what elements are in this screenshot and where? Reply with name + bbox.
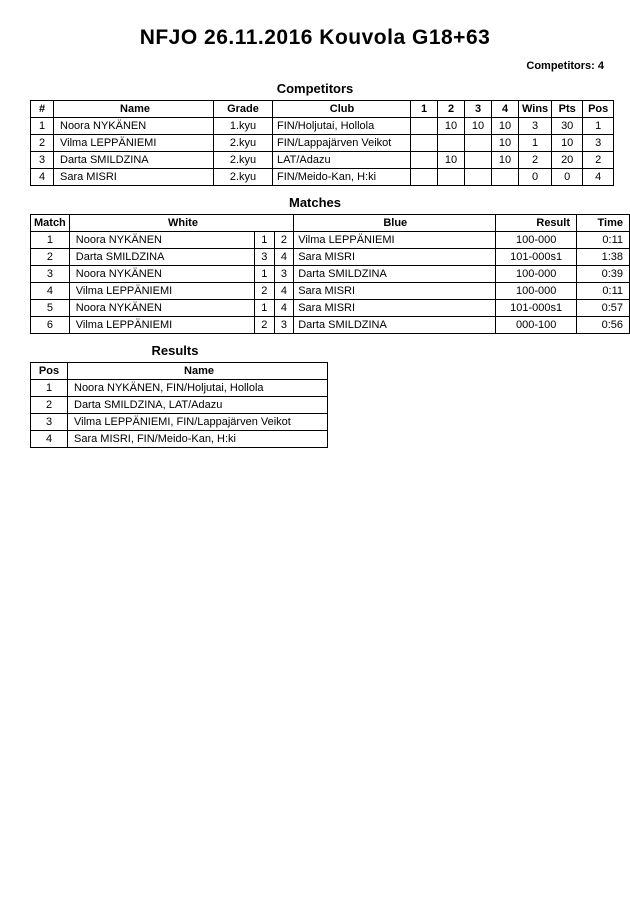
competitor-pts: 30 <box>552 118 583 135</box>
match-blue-index: 4 <box>274 283 294 300</box>
match-white-name: Noora NYKÄNEN <box>69 232 254 249</box>
competitors-section-title: Competitors <box>276 81 354 96</box>
competitor-number: 4 <box>31 169 54 186</box>
table-row <box>31 249 630 266</box>
competitor-pos: 3 <box>583 135 614 152</box>
col-header-name: Name <box>68 363 328 380</box>
matches-table-wrap <box>0 214 630 334</box>
result-name: Vilma LEPPÄNIEMI, FIN/Lappajärven Veikot <box>68 414 328 431</box>
table-row <box>31 431 328 448</box>
col-header-match: Match <box>31 215 70 232</box>
match-time: 0:39 <box>577 266 630 283</box>
match-time: 1:38 <box>577 249 630 266</box>
match-white-name: Darta SMILDZINA <box>69 249 254 266</box>
col-header-opponent-3: 3 <box>465 101 492 118</box>
match-time: 0:11 <box>577 232 630 249</box>
match-blue-index: 4 <box>274 249 294 266</box>
table-row <box>31 397 328 414</box>
competitor-score-1 <box>411 152 438 169</box>
matches-section-title: Matches <box>288 195 342 210</box>
match-number: 5 <box>31 300 70 317</box>
competitor-number: 3 <box>31 152 54 169</box>
match-result: 101-000s1 <box>496 300 577 317</box>
competitor-score-4: 10 <box>492 152 519 169</box>
competitor-pos: 4 <box>583 169 614 186</box>
result-pos: 1 <box>31 380 68 397</box>
results-table <box>30 362 328 448</box>
match-result: 000-100 <box>496 317 577 334</box>
col-header-opponent-2: 2 <box>438 101 465 118</box>
col-header-result: Result <box>496 215 577 232</box>
competitor-wins: 2 <box>519 152 552 169</box>
match-result: 101-000s1 <box>496 249 577 266</box>
competitor-name: Darta SMILDZINA <box>54 152 214 169</box>
competitor-pts: 10 <box>552 135 583 152</box>
competitor-pos: 1 <box>583 118 614 135</box>
match-result: 100-000 <box>496 283 577 300</box>
table-row <box>31 300 630 317</box>
result-name: Noora NYKÄNEN, FIN/Holjutai, Hollola <box>68 380 328 397</box>
col-header-club: Club <box>273 101 411 118</box>
competitor-score-3 <box>465 135 492 152</box>
competitor-score-2: 10 <box>438 152 465 169</box>
competitor-club: FIN/Meido-Kan, H:ki <box>273 169 411 186</box>
competitor-number: 1 <box>31 118 54 135</box>
results-section-title: Results <box>151 343 199 358</box>
page-title: NFJO 26.11.2016 Kouvola G18+63 <box>139 26 491 49</box>
tournament-results-page <box>0 26 630 917</box>
match-blue-index: 3 <box>274 317 294 334</box>
col-header-opponent-4: 4 <box>492 101 519 118</box>
table-row <box>31 169 614 186</box>
match-blue-index: 2 <box>274 232 294 249</box>
match-blue-name: Vilma LEPPÄNIEMI <box>294 232 496 249</box>
competitor-name: Noora NYKÄNEN <box>54 118 214 135</box>
match-result: 100-000 <box>496 232 577 249</box>
competitors-table-wrap <box>0 100 630 186</box>
match-blue-index: 4 <box>274 300 294 317</box>
match-blue-name: Darta SMILDZINA <box>294 266 496 283</box>
match-time: 0:57 <box>577 300 630 317</box>
match-number: 2 <box>31 249 70 266</box>
competitor-grade: 2.kyu <box>214 169 273 186</box>
match-white-name: Vilma LEPPÄNIEMI <box>69 283 254 300</box>
table-row <box>31 135 614 152</box>
competitor-score-3 <box>465 152 492 169</box>
match-number: 6 <box>31 317 70 334</box>
result-pos: 2 <box>31 397 68 414</box>
table-row <box>31 317 630 334</box>
result-pos: 3 <box>31 414 68 431</box>
col-header-pos: Pos <box>583 101 614 118</box>
table-row <box>31 152 614 169</box>
competitor-pos: 2 <box>583 152 614 169</box>
table-row <box>31 232 630 249</box>
competitor-club: FIN/Lappajärven Veikot <box>273 135 411 152</box>
competitor-wins: 0 <box>519 169 552 186</box>
competitor-wins: 1 <box>519 135 552 152</box>
match-number: 1 <box>31 232 70 249</box>
match-white-index: 2 <box>255 317 275 334</box>
col-header-blue: Blue <box>294 215 496 232</box>
col-header-number: # <box>31 101 54 118</box>
competitor-pts: 20 <box>552 152 583 169</box>
col-header-pts: Pts <box>552 101 583 118</box>
match-white-name: Noora NYKÄNEN <box>69 300 254 317</box>
competitor-name: Vilma LEPPÄNIEMI <box>54 135 214 152</box>
competitors-count: Competitors: 4 <box>526 60 604 72</box>
match-white-name: Vilma LEPPÄNIEMI <box>69 317 254 334</box>
competitor-club: FIN/Holjutai, Hollola <box>273 118 411 135</box>
competitor-score-2: 10 <box>438 118 465 135</box>
match-blue-name: Darta SMILDZINA <box>294 317 496 334</box>
col-header-time: Time <box>577 215 630 232</box>
table-row <box>31 380 328 397</box>
col-header-white: White <box>69 215 293 232</box>
match-white-index: 3 <box>255 249 275 266</box>
match-white-index: 2 <box>255 283 275 300</box>
match-time: 0:56 <box>577 317 630 334</box>
match-number: 4 <box>31 283 70 300</box>
col-header-grade: Grade <box>214 101 273 118</box>
competitor-score-4: 10 <box>492 118 519 135</box>
competitor-wins: 3 <box>519 118 552 135</box>
competitor-grade: 1.kyu <box>214 118 273 135</box>
result-pos: 4 <box>31 431 68 448</box>
result-name: Sara MISRI, FIN/Meido-Kan, H:ki <box>68 431 328 448</box>
result-name: Darta SMILDZINA, LAT/Adazu <box>68 397 328 414</box>
competitor-number: 2 <box>31 135 54 152</box>
competitor-grade: 2.kyu <box>214 152 273 169</box>
competitor-grade: 2.kyu <box>214 135 273 152</box>
table-row <box>31 266 630 283</box>
table-header-row <box>31 363 328 380</box>
competitor-score-3 <box>465 169 492 186</box>
table-row <box>31 283 630 300</box>
match-blue-name: Sara MISRI <box>294 283 496 300</box>
match-result: 100-000 <box>496 266 577 283</box>
col-header-pos: Pos <box>31 363 68 380</box>
col-header-opponent-1: 1 <box>411 101 438 118</box>
competitor-score-2 <box>438 169 465 186</box>
table-row <box>31 414 328 431</box>
competitor-score-1 <box>411 135 438 152</box>
competitors-table <box>30 100 614 186</box>
match-blue-name: Sara MISRI <box>294 249 496 266</box>
match-white-index: 1 <box>255 266 275 283</box>
table-header-row <box>31 215 630 232</box>
table-header-row <box>31 101 614 118</box>
table-row <box>31 118 614 135</box>
match-white-index: 1 <box>255 232 275 249</box>
match-white-name: Noora NYKÄNEN <box>69 266 254 283</box>
competitor-pts: 0 <box>552 169 583 186</box>
competitor-score-4 <box>492 169 519 186</box>
match-time: 0:11 <box>577 283 630 300</box>
competitor-score-2 <box>438 135 465 152</box>
match-blue-name: Sara MISRI <box>294 300 496 317</box>
competitor-score-3: 10 <box>465 118 492 135</box>
col-header-name: Name <box>54 101 214 118</box>
competitor-score-4: 10 <box>492 135 519 152</box>
competitor-name: Sara MISRI <box>54 169 214 186</box>
competitor-score-1 <box>411 118 438 135</box>
col-header-wins: Wins <box>519 101 552 118</box>
results-table-wrap <box>0 362 630 448</box>
competitor-club: LAT/Adazu <box>273 152 411 169</box>
match-number: 3 <box>31 266 70 283</box>
matches-table <box>30 214 630 334</box>
match-white-index: 1 <box>255 300 275 317</box>
match-blue-index: 3 <box>274 266 294 283</box>
competitor-score-1 <box>411 169 438 186</box>
